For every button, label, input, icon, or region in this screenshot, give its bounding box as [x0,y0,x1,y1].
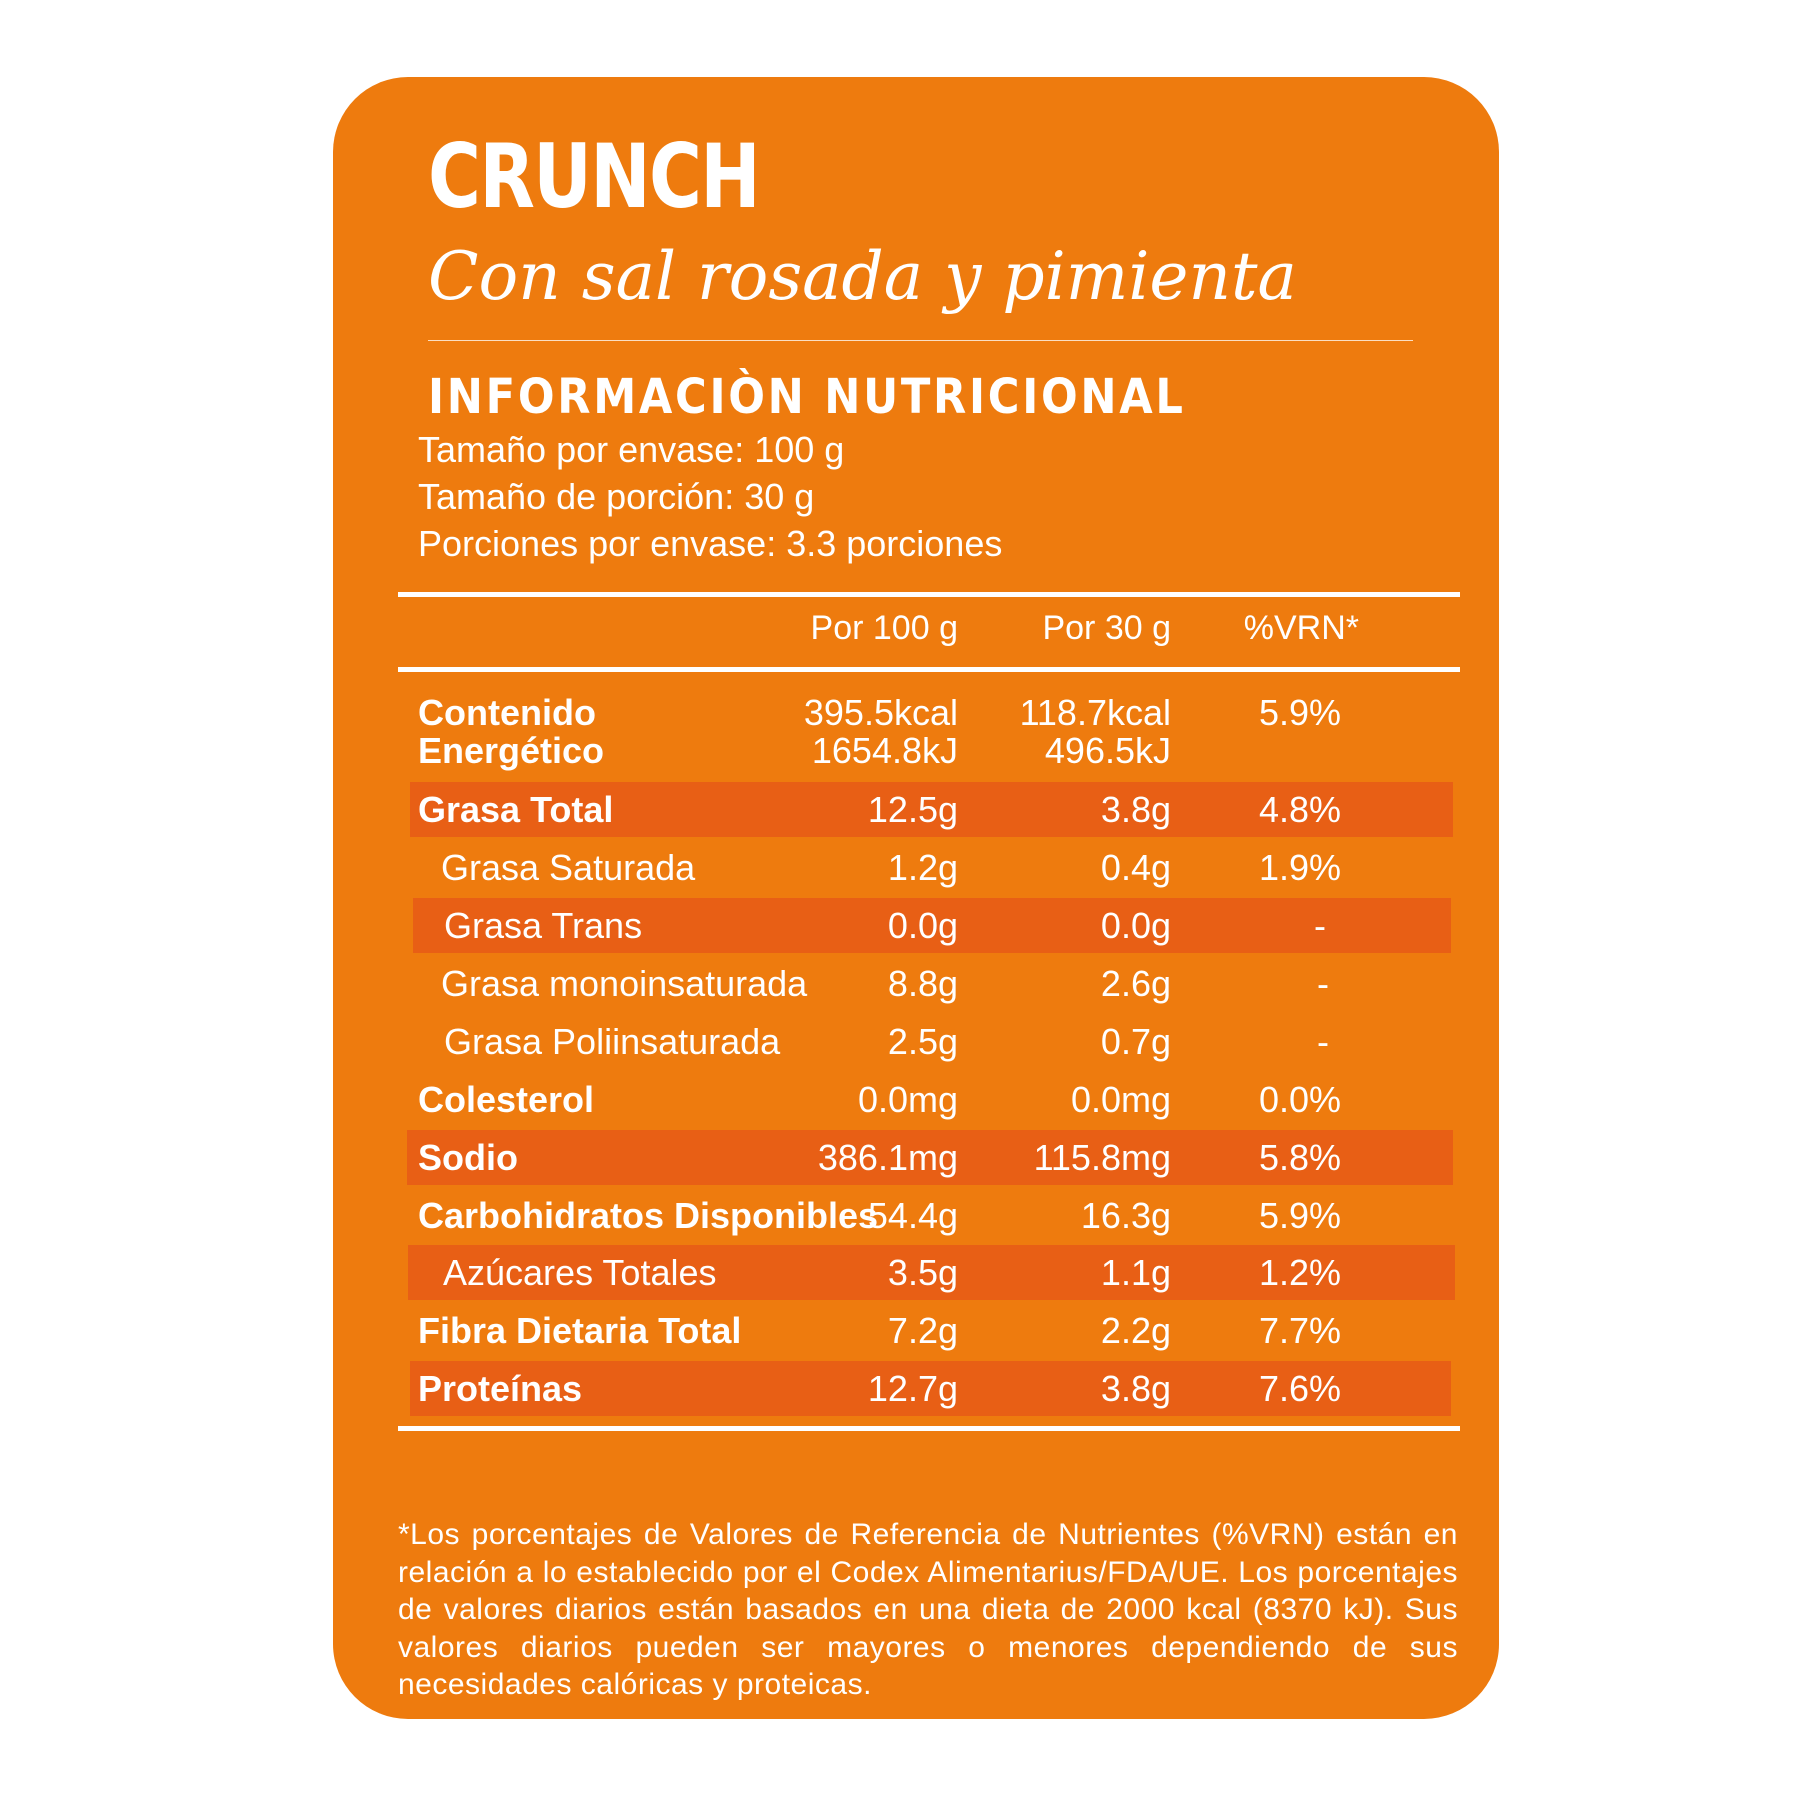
product-title: CRUNCH [428,125,760,228]
energy-label [418,694,604,770]
energy-vrn: 5.9% [1258,692,1341,733]
nutrient-vrn: 7.6% [1258,1368,1341,1409]
nutrient-label: Azúcares Totales [443,1252,717,1293]
nutrient-vrn: 5.8% [1258,1137,1341,1178]
table-row [410,840,1453,895]
footnote: *Los porcentajes de Valores de Referencia de Nutrientes (%VRN) están en relación a lo establecido por el Codex Alimentarius/FDA/UE. Los porcentajes de valores diarios están basados en una dieta de 2000 kcal (8370 kJ). Sus valores diarios pueden ser mayores o menores dependiendo de sus necesidades calóricas y proteicas. [398,1518,1458,1701]
table-row [408,1245,1455,1300]
product-subtitle: Con sal rosada y pimienta [428,238,1297,315]
energy-per-30g [971,694,1171,770]
nutrient-per-30g: 2.2g [1100,1310,1171,1351]
nutrient-per-100g: 12.5g [867,789,958,830]
nutrient-label: Grasa Poliinsaturada [444,1021,781,1062]
nutrient-vrn: 4.8% [1258,789,1341,830]
nutrient-per-30g: 0.4g [1100,847,1171,888]
nutrient-per-30g: 3.8g [1100,1368,1171,1409]
table-row [410,1014,1453,1069]
table-row [410,1303,1453,1358]
nutrient-label: Sodio [418,1137,518,1178]
nutrient-per-30g: 0.7g [1100,1021,1171,1062]
nutrient-per-100g: 0.0g [887,905,958,946]
divider [428,340,1413,341]
column-header-vrn: %VRN* [1243,609,1359,647]
nutrient-vrn: - [1314,905,1326,946]
table-top-rule [398,592,1460,597]
serving-size-per-container: Tamaño por envase: 100 g [418,429,845,470]
column-header-per-100g: Por 100 g [810,609,958,647]
energy-per-30g-kcal: 118.7kcal [1019,692,1171,733]
nutrient-per-100g: 12.7g [867,1368,958,1409]
nutrient-label: Carbohidratos Disponibles [418,1195,879,1236]
nutrient-label: Grasa Trans [444,905,643,946]
table-bottom-rule [398,1426,1460,1431]
nutrient-vrn: 7.7% [1258,1310,1341,1351]
nutrient-label: Proteínas [418,1368,583,1409]
nutrient-vrn: 1.2% [1258,1252,1341,1293]
nutrient-label: Grasa Saturada [441,847,696,888]
section-title: INFORMACIÒN NUTRICIONAL [428,369,1186,425]
nutrient-label: Grasa monoinsaturada [441,963,808,1004]
nutrient-per-100g: 3.5g [887,1252,958,1293]
nutrient-per-100g: 2.5g [887,1021,958,1062]
nutrient-per-30g: 16.3g [1080,1195,1171,1236]
nutrient-per-30g: 0.0g [1100,905,1171,946]
nutrient-per-100g: 7.2g [887,1310,958,1351]
nutrient-per-30g: 0.0mg [1070,1079,1171,1120]
table-row [410,782,1453,837]
table-row [413,898,1451,953]
column-header-per-30g: Por 30 g [1042,609,1171,647]
energy-label-line2: Energético [418,730,605,771]
nutrient-per-100g: 0.0mg [857,1079,958,1120]
nutrient-label: Grasa Total [418,789,614,830]
nutrient-per-100g: 1.2g [887,847,958,888]
table-row [410,1072,1453,1127]
table-row [410,1361,1451,1416]
nutrient-per-30g: 115.8mg [1033,1137,1171,1178]
energy-per-100g [758,694,958,770]
energy-per-30g-kj: 496.5kJ [1044,730,1171,771]
energy-label-line1: Contenido [418,692,596,733]
nutrient-vrn: 5.9% [1258,1195,1341,1236]
table-row [410,1188,1453,1243]
nutrient-vrn: 0.0% [1258,1079,1341,1120]
nutrient-per-100g: 54.4g [867,1195,958,1236]
nutrient-per-30g: 1.1g [1100,1252,1171,1293]
nutrient-per-100g: 8.8g [887,963,958,1004]
table-header-rule [398,667,1460,672]
nutrient-per-100g: 386.1mg [817,1137,958,1178]
table-row [407,1130,1453,1185]
nutrient-vrn: - [1317,1021,1329,1062]
nutrient-label: Colesterol [418,1079,595,1120]
nutrient-label: Fibra Dietaria Total [418,1310,742,1351]
energy-per-100g-kj: 1654.8kJ [811,730,958,771]
energy-per-100g-kcal: 395.5kcal [803,692,958,733]
nutrient-per-30g: 2.6g [1100,963,1171,1004]
table-row [410,956,1453,1011]
nutrient-per-30g: 3.8g [1100,789,1171,830]
nutrient-vrn: 1.9% [1258,847,1341,888]
servings-per-container: Porciones por envase: 3.3 porciones [418,523,1003,564]
nutrition-card [333,77,1499,1719]
serving-size: Tamaño de porción: 30 g [418,476,815,517]
nutrient-vrn: - [1317,963,1329,1004]
